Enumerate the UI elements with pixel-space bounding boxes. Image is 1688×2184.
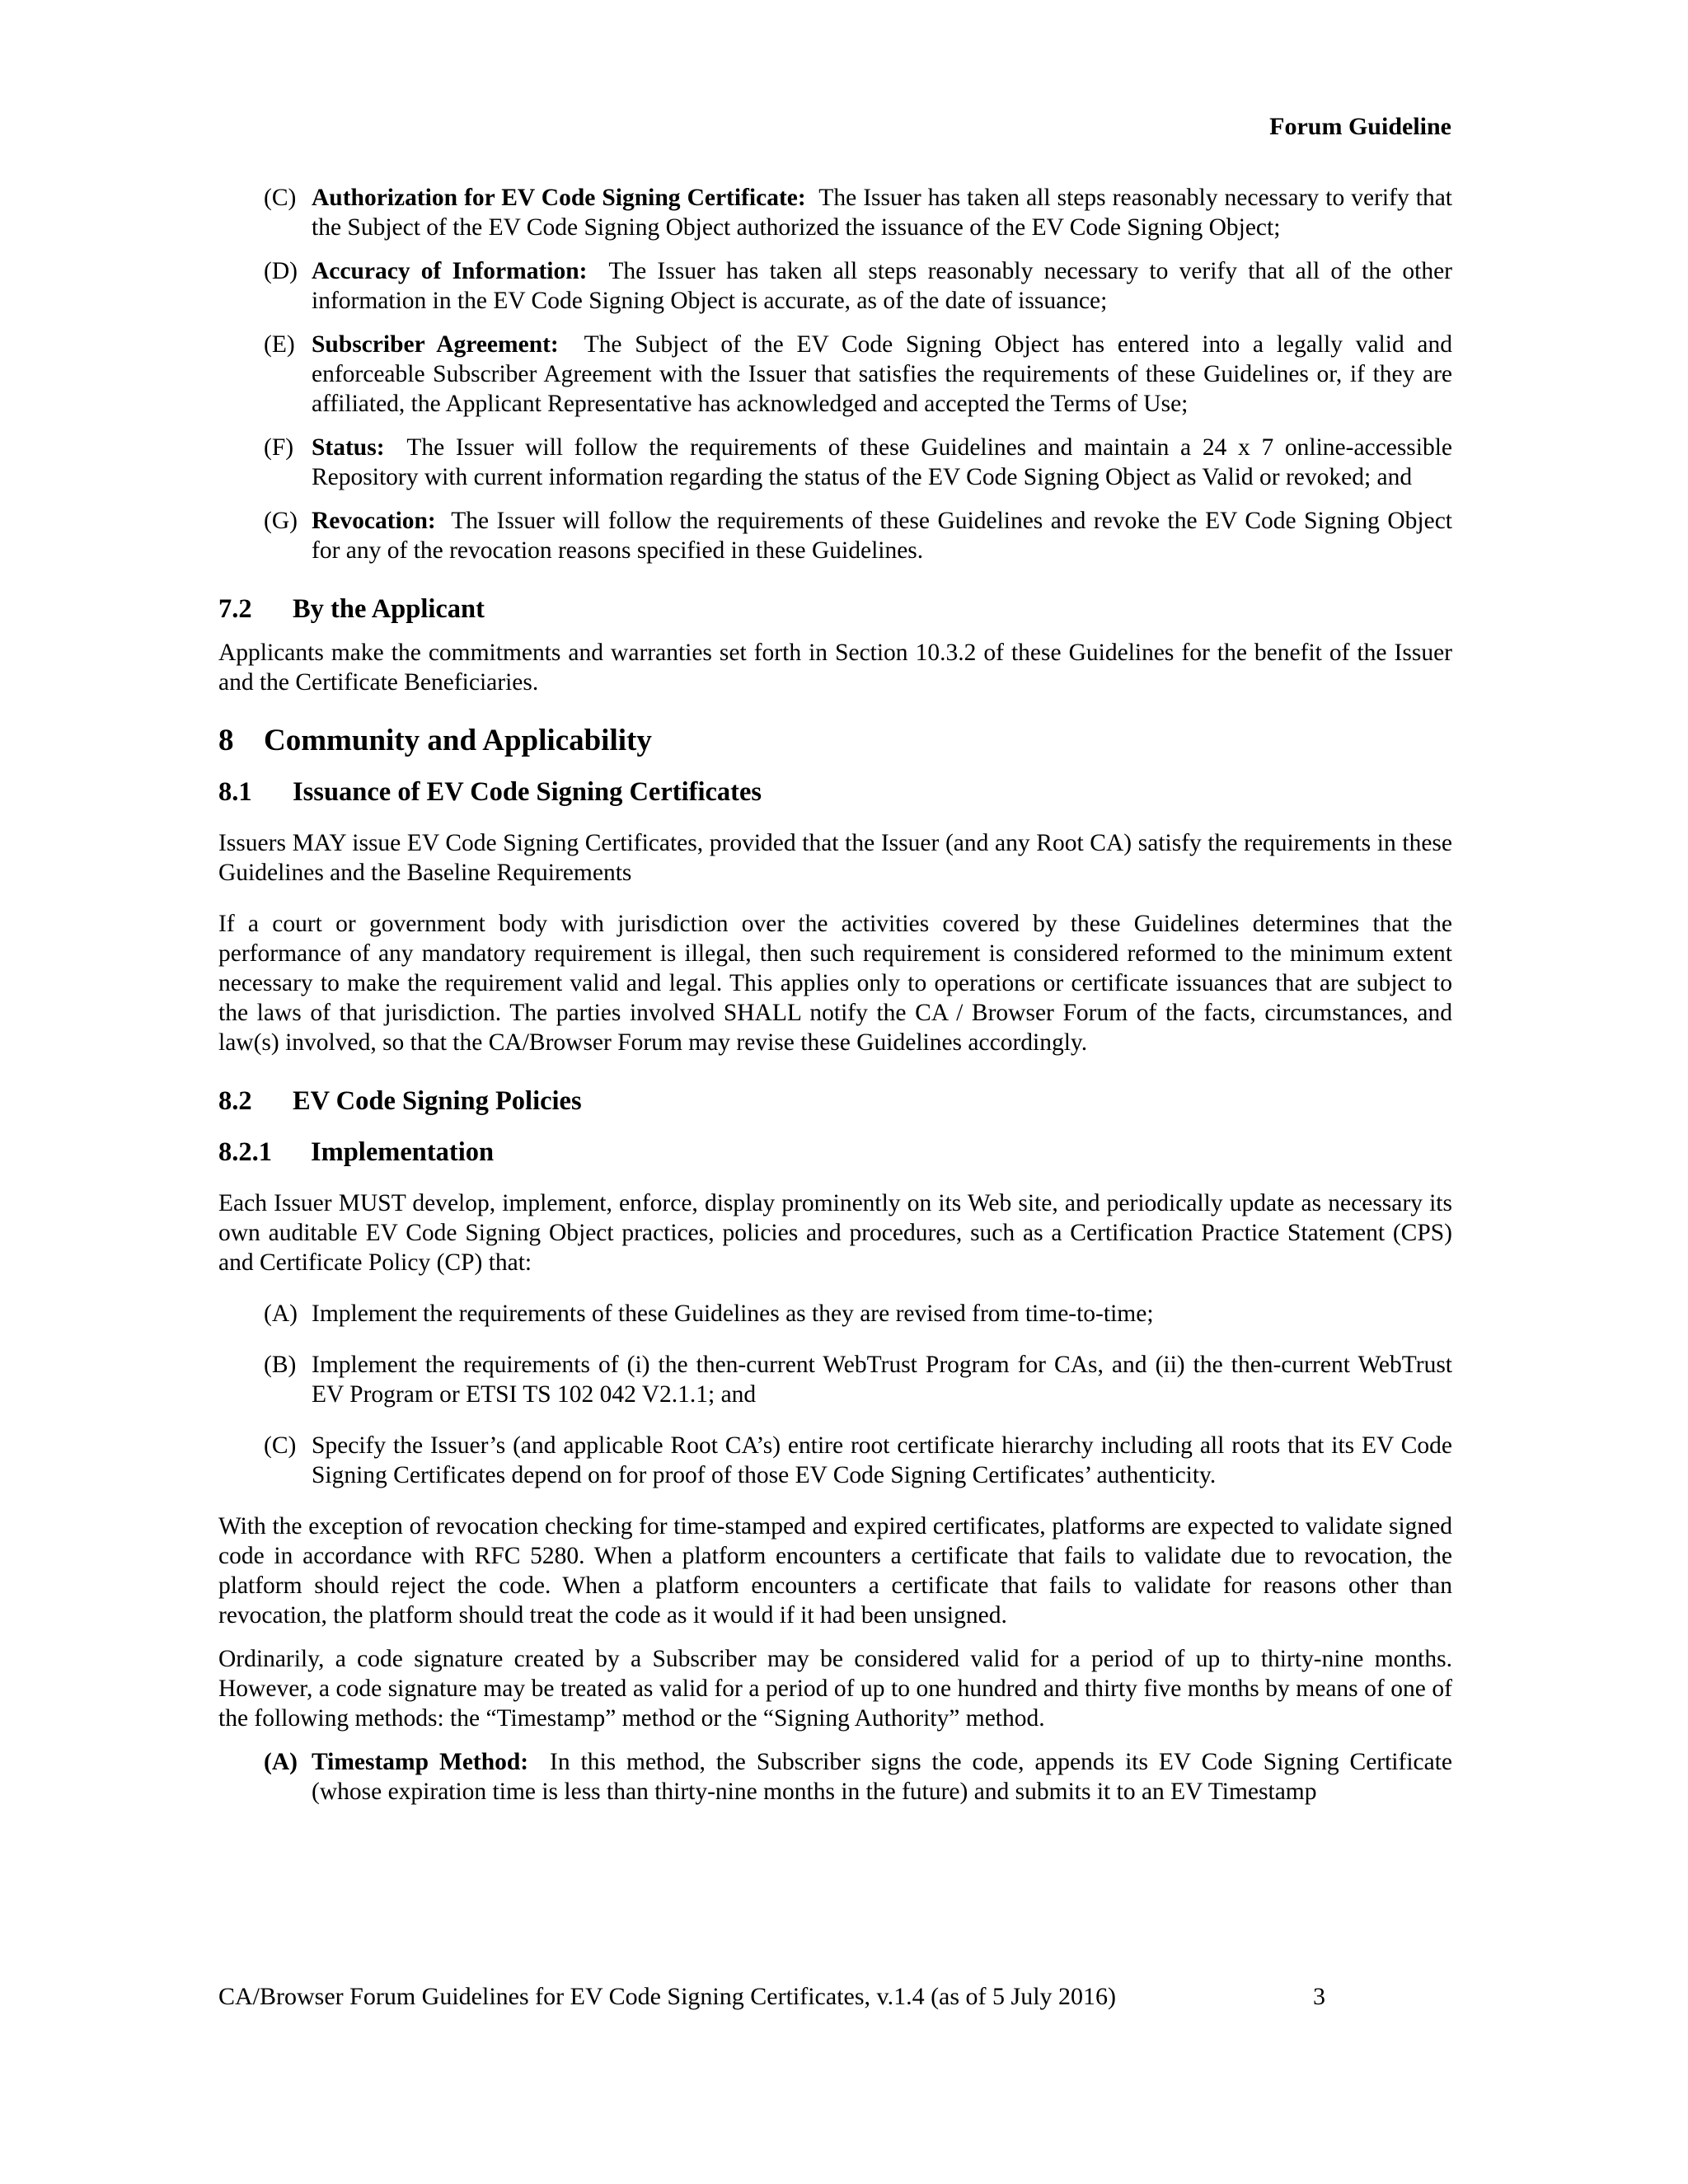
policy-list xyxy=(218,1299,1452,1490)
list-item-term: Revocation: xyxy=(312,508,436,534)
list-item-term: Authorization for EV Code Signing Certificate: xyxy=(312,185,806,211)
section-number: 7.2 xyxy=(218,594,252,624)
section-heading-8-2 xyxy=(218,1086,1452,1116)
section-number: 8.1 xyxy=(218,777,252,807)
paragraph: Issuers MAY issue EV Code Signing Certificates, provided that the Issuer (and any Root CA) satisfy the requirements in these Guidelines and the Baseline Requirements xyxy=(218,830,1452,886)
paragraph: With the exception of revocation checking for time-stamped and expired certificates, platforms are expected to validate signed code in accordance with RFC 5280. When a platform encounters a certificate that fails to validate due to revocation, the platform should reject the code. When a platform encounters a certificate that fails to validate for reasons other than revocation, the platform should treat the code as it would if it had been unsigned. xyxy=(218,1513,1452,1629)
section-heading-8-2-1 xyxy=(218,1137,1452,1167)
list-item-text: The Subject of the EV Code Signing Object has entered into a legally valid and enforceable Subscriber Agreement with the Issuer that satisfies the requirements of these Guidelines or, if they are affiliated, the Applicant Representative has acknowledged and accepted the Terms of Use; xyxy=(312,331,1452,417)
list-item-body xyxy=(312,256,1452,316)
list-marker: (A) xyxy=(264,1749,298,1775)
list-item xyxy=(218,433,1452,492)
page-number: 3 xyxy=(1313,1983,1325,2010)
section-title: Community and Applicability xyxy=(264,724,652,757)
list-item xyxy=(218,1350,1452,1409)
list-item xyxy=(218,256,1452,316)
section-heading-8-1 xyxy=(218,777,1452,807)
list-item xyxy=(218,330,1452,419)
list-marker: (C) xyxy=(264,1432,297,1459)
list-item xyxy=(218,183,1452,242)
list-marker: (E) xyxy=(264,331,295,358)
paragraph: If a court or government body with jurisdiction over the activities covered by these Guidelines determines that the performance of any mandatory requirement is illegal, then such requirement is considered reformed to the minimum extent necessary to make the requirement valid and legal. This applies only to operations or certificate issuances that are subject to the laws of that jurisdiction. The parties involved SHALL notify the CA / Browser Forum of the facts, circumstances, and law(s) involved, so that the CA/Browser Forum may revise these Guidelines accordingly. xyxy=(218,911,1452,1056)
page-header-title: Forum Guideline xyxy=(1269,113,1451,140)
list-item xyxy=(218,1431,1452,1490)
list-item-text: The Issuer will follow the requirements of these Guidelines and maintain a 24 x 7 online-accessible Repository with current information regarding the status of the EV Code Signing Object as Valid or revoked; and xyxy=(312,434,1453,490)
paragraph: Applicants make the commitments and warranties set forth in Section 10.3.2 of these Guidelines for the benefit of the Issuer and the Certificate Beneficiaries. xyxy=(218,640,1452,696)
list-marker: (D) xyxy=(264,258,298,284)
list-item-text: In this method, the Subscriber signs the code, appends its EV Code Signing Certificate (whose expiration time is less than thirty-nine months in the future) and submits it to an EV Timestamp xyxy=(312,1749,1453,1805)
list-item xyxy=(218,506,1452,565)
section-number: 8 xyxy=(218,724,234,757)
list-marker: (F) xyxy=(264,434,294,461)
section-title: By the Applicant xyxy=(293,594,485,624)
list-item xyxy=(218,1747,1452,1807)
section-heading-7-2 xyxy=(218,594,1452,624)
list-item-text: Implement the requirements of (i) the then-current WebTrust Program for CAs, and (ii) the then-current WebTrust EV Program or ETSI TS 102 042 V2.1.1; and xyxy=(312,1352,1452,1408)
section-number: 8.2 xyxy=(218,1086,252,1116)
list-marker: (C) xyxy=(264,185,297,211)
list-item-term: Accuracy of Information: xyxy=(312,258,588,284)
list-marker: (A) xyxy=(264,1301,298,1327)
list-item-term: Status: xyxy=(312,434,385,461)
section-title: Issuance of EV Code Signing Certificates xyxy=(293,777,762,807)
list-item xyxy=(218,1299,1452,1329)
list-item-body xyxy=(312,330,1452,419)
list-item-text: The Issuer will follow the requirements of these Guidelines and revoke the EV Code Signing Object for any of the revocation reasons specified in these Guidelines. xyxy=(312,508,1453,564)
list-marker: (B) xyxy=(264,1352,297,1378)
list-marker: (G) xyxy=(264,508,298,534)
list-item-text: Implement the requirements of these Guidelines as they are revised from time-to-time; xyxy=(312,1301,1154,1327)
list-item-term: Subscriber Agreement: xyxy=(312,331,559,358)
list-item-body xyxy=(312,506,1452,565)
list-item-body xyxy=(312,433,1452,492)
section-heading-8 xyxy=(218,726,1452,756)
page-footer-text: CA/Browser Forum Guidelines for EV Code Signing Certificates, v.1.4 (as of 5 July 2016) xyxy=(218,1983,1117,2010)
paragraph: Each Issuer MUST develop, implement, enforce, display prominently on its Web site, and periodically update as necessary its own auditable EV Code Signing Object practices, policies and procedures, such as a Certification Practice Statement (CPS) and Certificate Policy (CP) that: xyxy=(218,1190,1452,1276)
list-item-body xyxy=(312,183,1452,242)
list-item-body xyxy=(312,1747,1452,1807)
list-item-text: Specify the Issuer’s (and applicable Root CA’s) entire root certificate hierarchy including all roots that its EV Code Signing Certificates depend on for proof of those EV Code Signing Certificates’ authenticity. xyxy=(312,1432,1452,1488)
list-item-term: Timestamp Method: xyxy=(312,1749,529,1775)
section-title: EV Code Signing Policies xyxy=(293,1086,582,1116)
warranty-list xyxy=(218,183,1452,565)
document-body xyxy=(218,183,1452,1807)
section-number: 8.2.1 xyxy=(218,1137,272,1167)
list-item-text: The Issuer has taken all steps reasonably necessary to verify that the Subject of the EV Code Signing Object authorized the issuance of the EV Code Signing Object; xyxy=(312,185,1452,241)
paragraph: Ordinarily, a code signature created by a Subscriber may be considered valid for a period of up to thirty-nine months. However, a code signature may be treated as valid for a period of up to one hundred and thirty five months by means of one of the following methods: the “Timestamp” method or the “Signing Authority” method. xyxy=(218,1646,1452,1732)
section-title: Implementation xyxy=(311,1137,495,1167)
list-item-text: The Issuer has taken all steps reasonably necessary to verify that all of the other information in the EV Code Signing Object is accurate, as of the date of issuance; xyxy=(312,258,1453,314)
